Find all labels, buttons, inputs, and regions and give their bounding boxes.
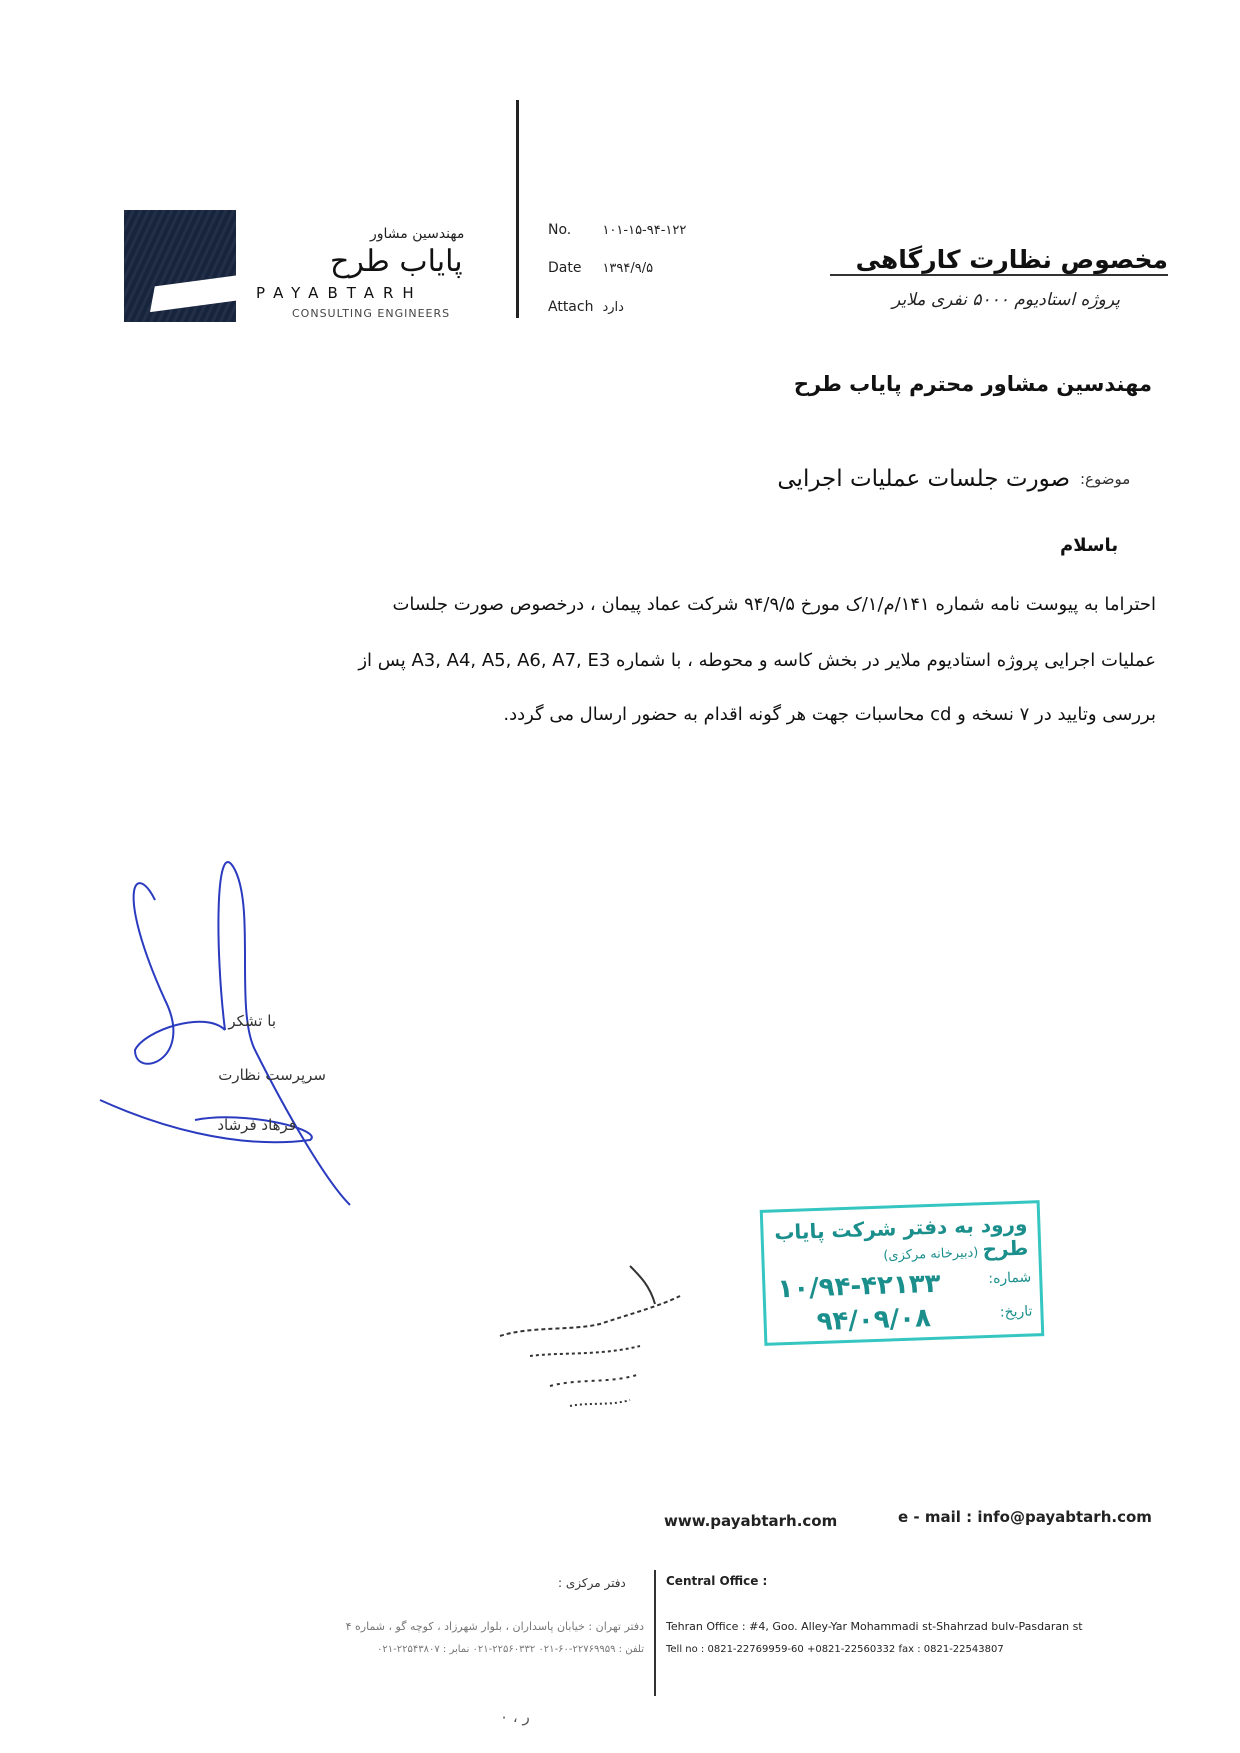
header-divider bbox=[516, 100, 519, 318]
letter-number-value: ۱۰۱-۱۵-۹۴-۱۲۲ bbox=[602, 223, 687, 238]
signature-title: سرپرست نظارت bbox=[218, 1066, 326, 1084]
stamp-subtitle: (دبیرخانه مرکزی) bbox=[883, 1245, 979, 1264]
letter-date-value: ۱۳۹۴/۹/۵ bbox=[602, 261, 654, 276]
company-logo bbox=[124, 210, 236, 322]
page-mark: ر ، ۰ bbox=[500, 1708, 530, 1726]
receipt-stamp bbox=[760, 1200, 1045, 1346]
handwritten-signature bbox=[95, 850, 375, 1210]
letter-number bbox=[548, 222, 686, 238]
body-line-3: بررسی وتایید در ۷ نسخه و cd محاسبات جهت هر گونه اقدام به حضور ارسال می گردد. bbox=[503, 704, 1156, 725]
company-name-fa: پایاب طرح bbox=[330, 244, 463, 279]
addressee: مهندسین مشاور محترم پایاب طرح bbox=[793, 372, 1152, 396]
greeting: باسلام bbox=[1060, 535, 1119, 556]
tehran-office-fa: دفتر تهران : خیابان پاسداران ، بلوار شهرزاد ، کوچه گو ، شماره ۴ bbox=[345, 1620, 644, 1633]
central-office-fa: دفتر مرکزی : bbox=[558, 1576, 626, 1590]
letter-attachment-label: Attach bbox=[548, 299, 594, 315]
letter-date-label: Date bbox=[548, 260, 582, 276]
footer-divider bbox=[654, 1570, 656, 1696]
body-line-2: عملیات اجرایی پروژه استادیوم ملایر در بخش کاسه و محوطه ، با شماره A3, A4, A5, A6, A7, E3 پس از bbox=[358, 650, 1156, 671]
signature-thanks: با تشکر bbox=[228, 1012, 276, 1030]
company-name-en: PAYABTARH bbox=[256, 284, 423, 302]
phones-fa: تلفن : ۲۲۷۶۹۹۵۹-۶۰-۰۲۱ ۲۲۵۶۰۳۳۲-۰۲۱ نمابر : ۲۲۵۴۳۸۰۷-۰۲۱ bbox=[377, 1644, 644, 1655]
signature-name: فرهاد فرشاد bbox=[217, 1116, 296, 1134]
letter-attachment bbox=[548, 299, 624, 315]
project-line: پروژه استادیوم ۵۰۰۰ نفری ملایر bbox=[892, 290, 1120, 310]
body-line-1: احتراما به پیوست نامه شماره ۱۴۱/م/۱/ک مورخ ۹۴/۹/۵ شرکت عماد پیمان ، درخصوص صورت جلسات bbox=[392, 594, 1156, 615]
company-caption: مهندسین مشاور bbox=[370, 226, 465, 242]
central-office-en: Central Office : bbox=[666, 1574, 768, 1588]
letter-number-label: No. bbox=[548, 222, 572, 238]
stamp-number-label: شماره: bbox=[988, 1269, 1032, 1287]
letter-attachment-value: دارد bbox=[602, 300, 624, 315]
website-link[interactable]: www.payabtarh.com bbox=[664, 1512, 838, 1530]
letter-date bbox=[548, 260, 653, 276]
subject-label: موضوع: bbox=[1080, 470, 1131, 488]
tehran-office-en: Tehran Office : #4, Goo. Alley-Yar Mohammadi st-Shahrzad bulv-Pasdaran st bbox=[666, 1620, 1083, 1633]
phones-en: Tell no : 0821-22769959-60 +0821-22560332 fax : 0821-22543807 bbox=[666, 1644, 1004, 1655]
stamp-date-label: تاریخ: bbox=[999, 1303, 1033, 1321]
supervision-title: مخصوص نظارت کارگاهی bbox=[830, 245, 1168, 276]
company-subtitle-en: CONSULTING ENGINEERS bbox=[292, 307, 451, 320]
stamp-number-value: ۱۰/۹۴-۴۲۱۳۳ bbox=[776, 1268, 942, 1305]
email-link[interactable]: e - mail : info@payabtarh.com bbox=[898, 1508, 1152, 1526]
handwritten-note bbox=[490, 1256, 700, 1426]
subject-text: صورت جلسات عملیات اجرایی bbox=[777, 466, 1070, 492]
stamp-date-value: ۹۴/۰۹/۰۸ bbox=[816, 1303, 932, 1337]
stamp-title: ورود به دفتر شرکت پایاب طرح bbox=[773, 1211, 1029, 1262]
